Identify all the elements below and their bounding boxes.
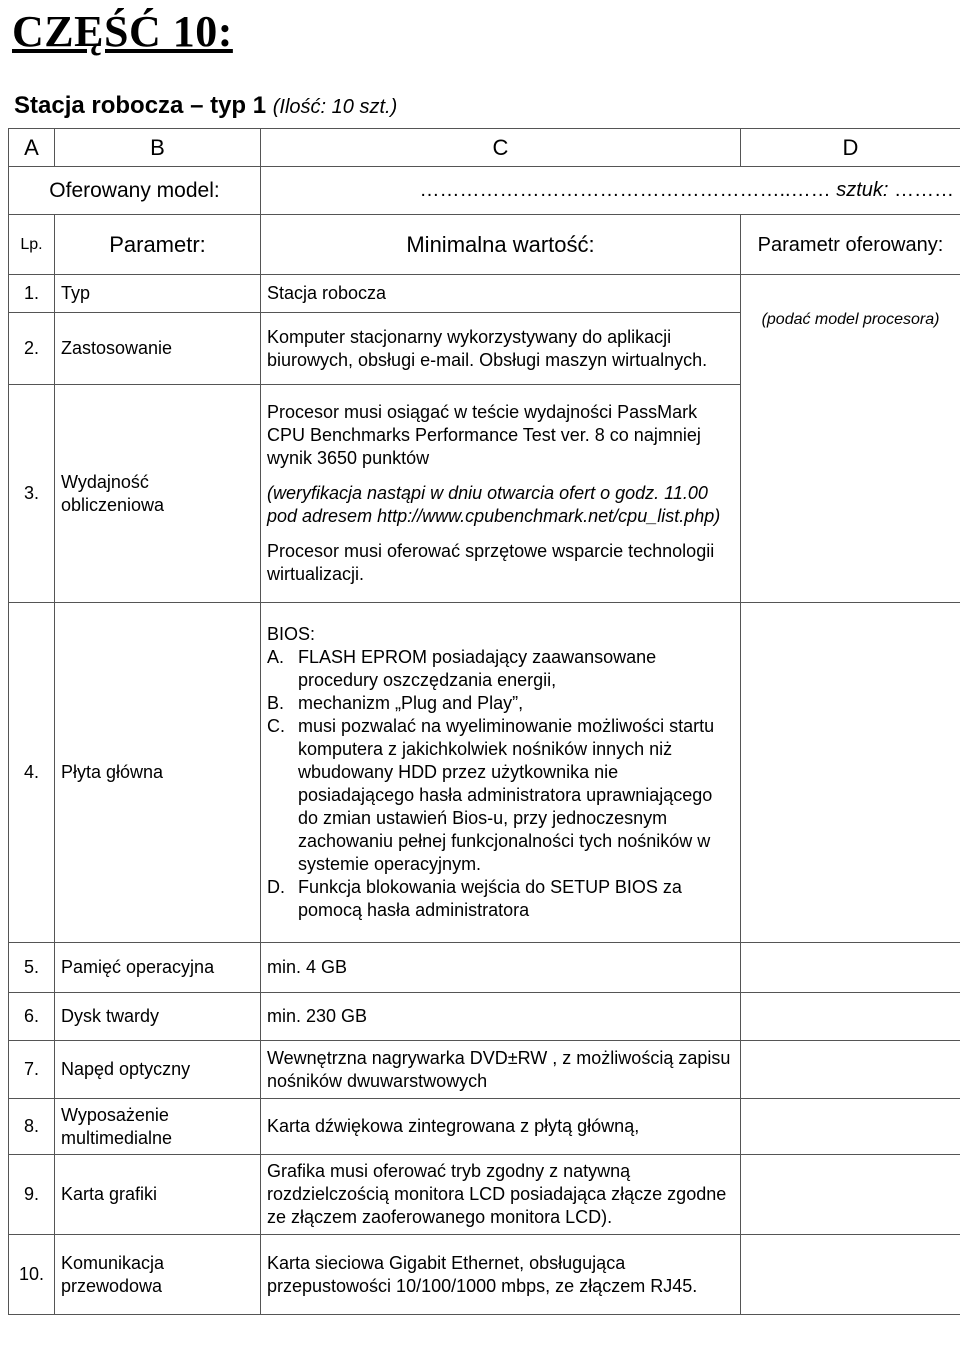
row-number: 7. bbox=[9, 1041, 55, 1099]
lp-header: Lp. bbox=[9, 215, 55, 275]
offered-cell[interactable] bbox=[741, 1041, 960, 1099]
row-value bbox=[261, 603, 741, 943]
table-row bbox=[9, 603, 960, 943]
table-row bbox=[9, 1155, 960, 1235]
list-item: D. Funkcja blokowania wejścia do SETUP BIOS za pomocą hasła administratora bbox=[267, 877, 682, 920]
row-number: 5. bbox=[9, 943, 55, 993]
offered-cell[interactable] bbox=[741, 943, 960, 993]
row-number: 8. bbox=[9, 1099, 55, 1155]
row-param: Karta grafiki bbox=[55, 1155, 261, 1235]
sztuk-dots: ……… bbox=[894, 179, 954, 201]
offered-cell[interactable] bbox=[741, 993, 960, 1041]
spec-table bbox=[8, 128, 960, 1315]
row-number: 6. bbox=[9, 993, 55, 1041]
verification-note: (weryfikacja nastąpi w dniu otwarcia ofert o godz. 11.00 pod adresem http://www.cpubenchmark.net/cpu_list.php) bbox=[267, 483, 721, 526]
column-letters-row bbox=[9, 129, 960, 167]
row-number: 2. bbox=[9, 313, 55, 385]
param-header: Parametr: bbox=[55, 215, 261, 275]
passmark-requirement: Procesor musi osiągać w teście wydajności PassMark CPU Benchmarks Performance Test ver. 8 co najmniej wynik 3650 punktów bbox=[267, 402, 701, 468]
row-number: 9. bbox=[9, 1155, 55, 1235]
part-title: CZĘŚĆ 10: bbox=[12, 7, 233, 56]
row-param: Płyta główna bbox=[55, 603, 261, 943]
list-item: A. FLASH EPROM posiadający zaawansowane procedury oszczędzania energii, bbox=[267, 647, 657, 690]
table-row bbox=[9, 1099, 960, 1155]
row-value: min. 4 GB bbox=[261, 943, 741, 993]
row-number: 10. bbox=[9, 1235, 55, 1315]
processor-model-note: (podać model procesora) bbox=[761, 310, 940, 328]
table-row bbox=[9, 1235, 960, 1315]
row-param: Wyposażenie multimedialne bbox=[55, 1099, 261, 1155]
row-param: Typ bbox=[55, 275, 261, 313]
bios-title: BIOS: bbox=[267, 624, 316, 644]
row-param: Zastosowanie bbox=[55, 313, 261, 385]
offered-cell[interactable] bbox=[741, 1155, 960, 1235]
row-number: 4. bbox=[9, 603, 55, 943]
table-row bbox=[9, 1041, 960, 1099]
list-item: C. musi pozwalać na wyeliminowanie możliwości startu komputera z jakichkolwiek nośników innych niż wbudowany HDD przez użytkownika nie posiadającego hasła administratora uprawniającego do zmian ustawień Bios-u, przy jednoczesnym zachowaniu pełnej funkcjonalności tych nośników w systemie operacyjnym. bbox=[267, 716, 715, 874]
row-value: Karta sieciowa Gigabit Ethernet, obsługująca przepustowości 10/100/1000 mbps, ze złączem RJ45. bbox=[261, 1235, 741, 1315]
table-row bbox=[9, 943, 960, 993]
station-quantity: (Ilość: 10 szt.) bbox=[272, 96, 398, 118]
column-letter-a: A bbox=[9, 129, 55, 167]
column-letter-c: C bbox=[261, 129, 741, 167]
station-heading bbox=[14, 92, 397, 120]
column-letter-b: B bbox=[55, 129, 261, 167]
station-name: Stacja robocza – typ 1 bbox=[14, 92, 267, 119]
row-param: Pamięć operacyjna bbox=[55, 943, 261, 993]
sztuk-label: sztuk: bbox=[836, 179, 889, 201]
row-param: Dysk twardy bbox=[55, 993, 261, 1041]
offered-model-row bbox=[9, 167, 960, 215]
offered-model-field[interactable] bbox=[261, 167, 960, 215]
min-value-header: Minimalna wartość: bbox=[261, 215, 741, 275]
row-param: Komunikacja przewodowa bbox=[55, 1235, 261, 1315]
row-param: Wydajność obliczeniowa bbox=[55, 385, 261, 603]
offered-model-dots: ………………………………………………..…… bbox=[419, 179, 831, 201]
table-row bbox=[9, 993, 960, 1041]
row-value: Komputer stacjonarny wykorzystywany do aplikacji biurowych, obsługi e-mail. Obsługi maszyn wirtualnych. bbox=[261, 313, 741, 385]
row-number: 1. bbox=[9, 275, 55, 313]
row-param: Napęd optyczny bbox=[55, 1041, 261, 1099]
offered-cell[interactable] bbox=[741, 1235, 960, 1315]
row-value: min. 230 GB bbox=[261, 993, 741, 1041]
offered-cell-processor[interactable] bbox=[741, 275, 960, 603]
row-value: Wewnętrzna nagrywarka DVD±RW , z możliwością zapisu nośników dwuwarstwowych bbox=[261, 1041, 741, 1099]
offered-cell[interactable] bbox=[741, 603, 960, 943]
column-letter-d: D bbox=[741, 129, 960, 167]
table-row bbox=[9, 275, 960, 313]
row-number: 3. bbox=[9, 385, 55, 603]
list-item: B. mechanizm „Plug and Play”, bbox=[267, 693, 524, 713]
virtualization-requirement: Procesor musi oferować sprzętowe wsparcie technologii wirtualizacji. bbox=[267, 541, 715, 584]
row-value bbox=[261, 385, 741, 603]
row-value: Grafika musi oferować tryb zgodny z natywną rozdzielczością monitora LCD posiadająca złącze zgodne ze złączem zaoferowanego monitora LCD). bbox=[261, 1155, 741, 1235]
offered-param-header: Parametr oferowany: bbox=[741, 215, 960, 275]
offered-model-label: Oferowany model: bbox=[9, 167, 261, 215]
bios-list bbox=[267, 646, 734, 922]
row-value: Stacja robocza bbox=[261, 275, 741, 313]
row-value: Karta dźwiękowa zintegrowana z płytą główną, bbox=[261, 1099, 741, 1155]
header-row bbox=[9, 215, 960, 275]
offered-cell[interactable] bbox=[741, 1099, 960, 1155]
